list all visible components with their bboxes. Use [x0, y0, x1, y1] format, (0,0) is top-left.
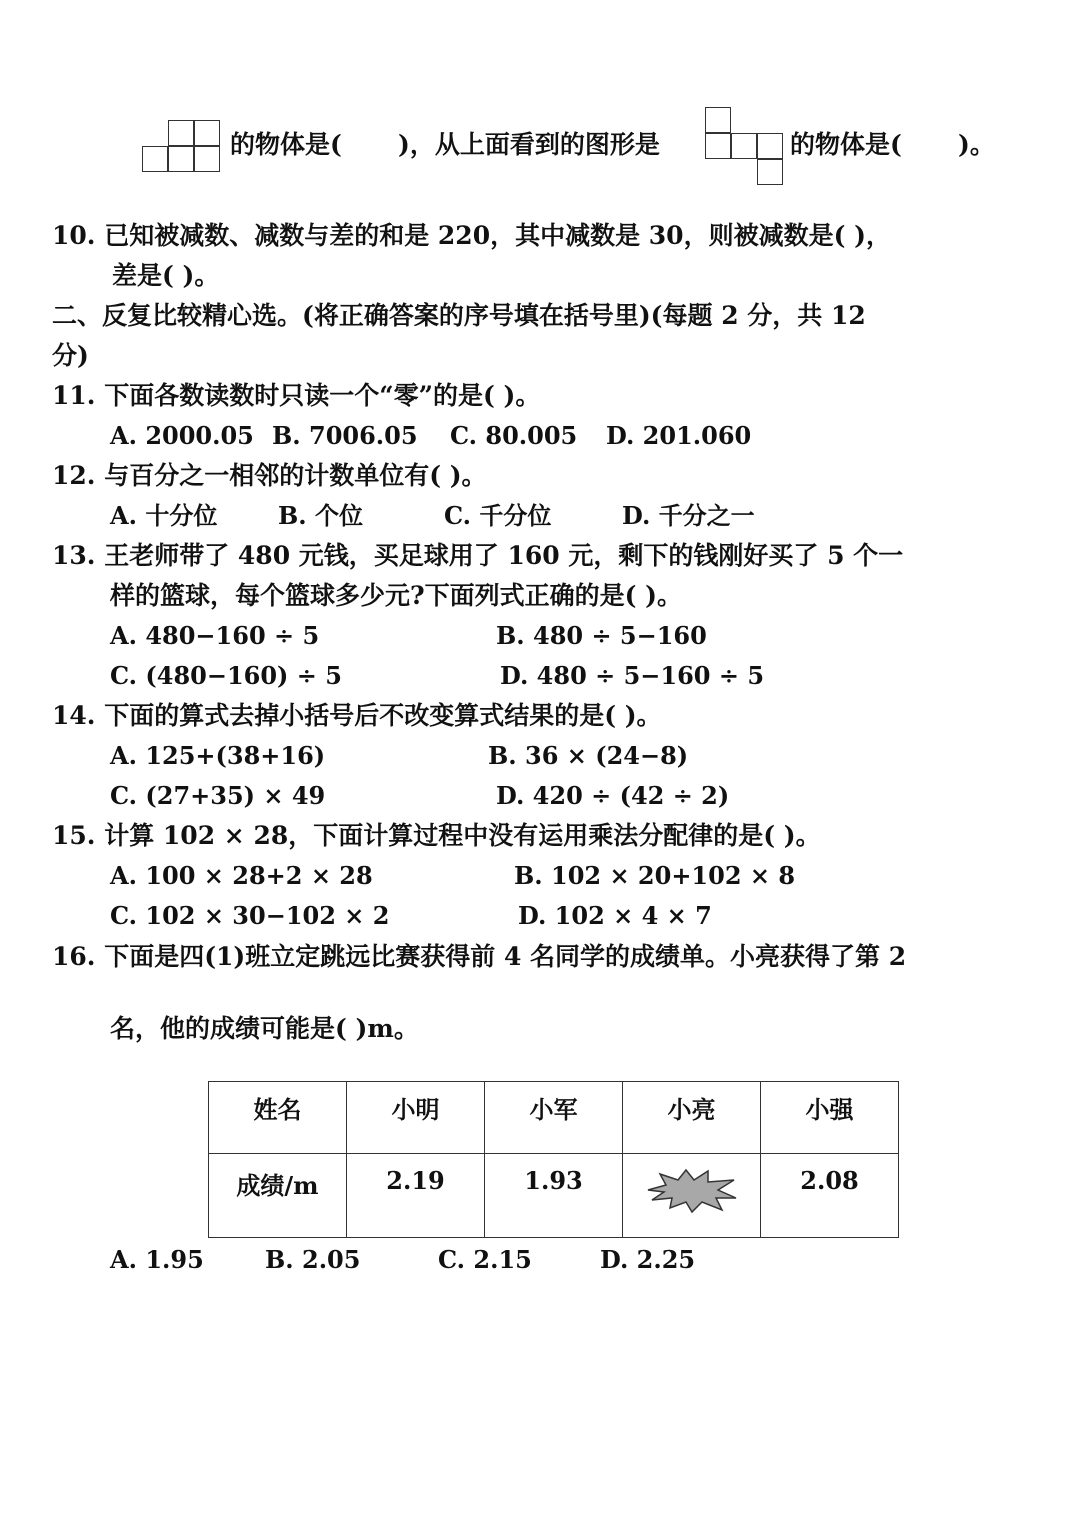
ink-blot-icon	[646, 1168, 738, 1214]
front-view-shape-figure	[142, 120, 222, 174]
section2-heading-cont: 分)	[52, 341, 89, 370]
q12-option-c: C. 千分位	[444, 501, 552, 530]
q16-option-a: A. 1.95	[110, 1245, 204, 1274]
table-header-cell: 小明	[347, 1082, 485, 1154]
table-header-cell: 小强	[761, 1082, 899, 1154]
q11-option-b: B. 7006.05	[272, 421, 418, 450]
q14-stem: 14. 下面的算式去掉小括号后不改变算式结果的是( )。	[52, 701, 662, 730]
table-header-row	[209, 1082, 899, 1154]
q15-option-a: A. 100 × 28+2 × 28	[110, 861, 373, 890]
q14-option-c: C. (27+35) × 49	[110, 781, 326, 810]
q14-option-a: A. 125+(38+16)	[110, 741, 326, 770]
q13-line1: 13. 王老师带了 480 元钱，买足球用了 160 元，剩下的钱刚好买了 5 个一	[52, 541, 904, 570]
ink-blot-shape	[648, 1170, 736, 1212]
q9-text-c: 的物体是(	[790, 130, 902, 159]
q12-option-a: A. 十分位	[110, 501, 218, 530]
q14-option-b: B. 36 × (24−8)	[488, 741, 689, 770]
q9-text-d: )。	[958, 130, 995, 159]
q12-option-d: D. 千分之一	[622, 501, 755, 530]
q16-option-b: B. 2.05	[265, 1245, 361, 1274]
q12-option-b: B. 个位	[278, 501, 363, 530]
table-cell-hidden	[623, 1154, 761, 1238]
q11-stem: 11. 下面各数读数时只读一个“零”的是( )。	[52, 381, 541, 410]
q10-line1: 10. 已知被减数、减数与差的和是 220，其中减数是 30，则被减数是( )，	[52, 221, 891, 250]
table-cell: 1.93	[485, 1154, 623, 1238]
q9-text-b: )，从上面看到的图形是	[398, 130, 660, 159]
q15-stem: 15. 计算 102 × 28，下面计算过程中没有运用乘法分配律的是( )。	[52, 821, 821, 850]
q16-line1: 16. 下面是四(1)班立定跳远比赛获得前 4 名同学的成绩单。小亮获得了第 2	[52, 942, 907, 971]
table-header-cell: 小军	[485, 1082, 623, 1154]
table-cell: 2.08	[761, 1154, 899, 1238]
top-view-shape-figure	[705, 107, 787, 187]
q16-option-d: D. 2.25	[600, 1245, 696, 1274]
q15-option-c: C. 102 × 30−102 × 2	[110, 901, 390, 930]
table-row-label: 成绩/m	[209, 1154, 347, 1238]
q13-option-b: B. 480 ÷ 5−160	[496, 621, 707, 650]
table-row	[209, 1154, 899, 1238]
table-cell: 2.19	[347, 1154, 485, 1238]
q14-option-d: D. 420 ÷ (42 ÷ 2)	[496, 781, 730, 810]
q13-option-d: D. 480 ÷ 5−160 ÷ 5	[500, 661, 765, 690]
q16-option-c: C. 2.15	[438, 1245, 532, 1274]
q11-option-d: D. 201.060	[606, 421, 752, 450]
q12-stem: 12. 与百分之一相邻的计数单位有( )。	[52, 461, 487, 490]
q16-line2: 名，他的成绩可能是( )m。	[110, 1014, 419, 1043]
section2-heading: 二、反复比较精心选。(将正确答案的序号填在括号里)(每题 2 分，共 12	[52, 301, 866, 330]
q11-option-a: A. 2000.05	[110, 421, 254, 450]
q9-text-a: 的物体是(	[230, 130, 342, 159]
q13-line2: 样的篮球，每个篮球多少元?下面列式正确的是( )。	[110, 581, 683, 610]
q15-option-b: B. 102 × 20+102 × 8	[514, 861, 796, 890]
score-table	[208, 1081, 899, 1238]
q10-line2: 差是( )。	[112, 261, 220, 290]
q13-option-c: C. (480−160) ÷ 5	[110, 661, 342, 690]
q11-option-c: C. 80.005	[450, 421, 578, 450]
table-header-cell: 小亮	[623, 1082, 761, 1154]
q15-option-d: D. 102 × 4 × 7	[518, 901, 712, 930]
q13-option-a: A. 480−160 ÷ 5	[110, 621, 320, 650]
table-header-cell: 姓名	[209, 1082, 347, 1154]
